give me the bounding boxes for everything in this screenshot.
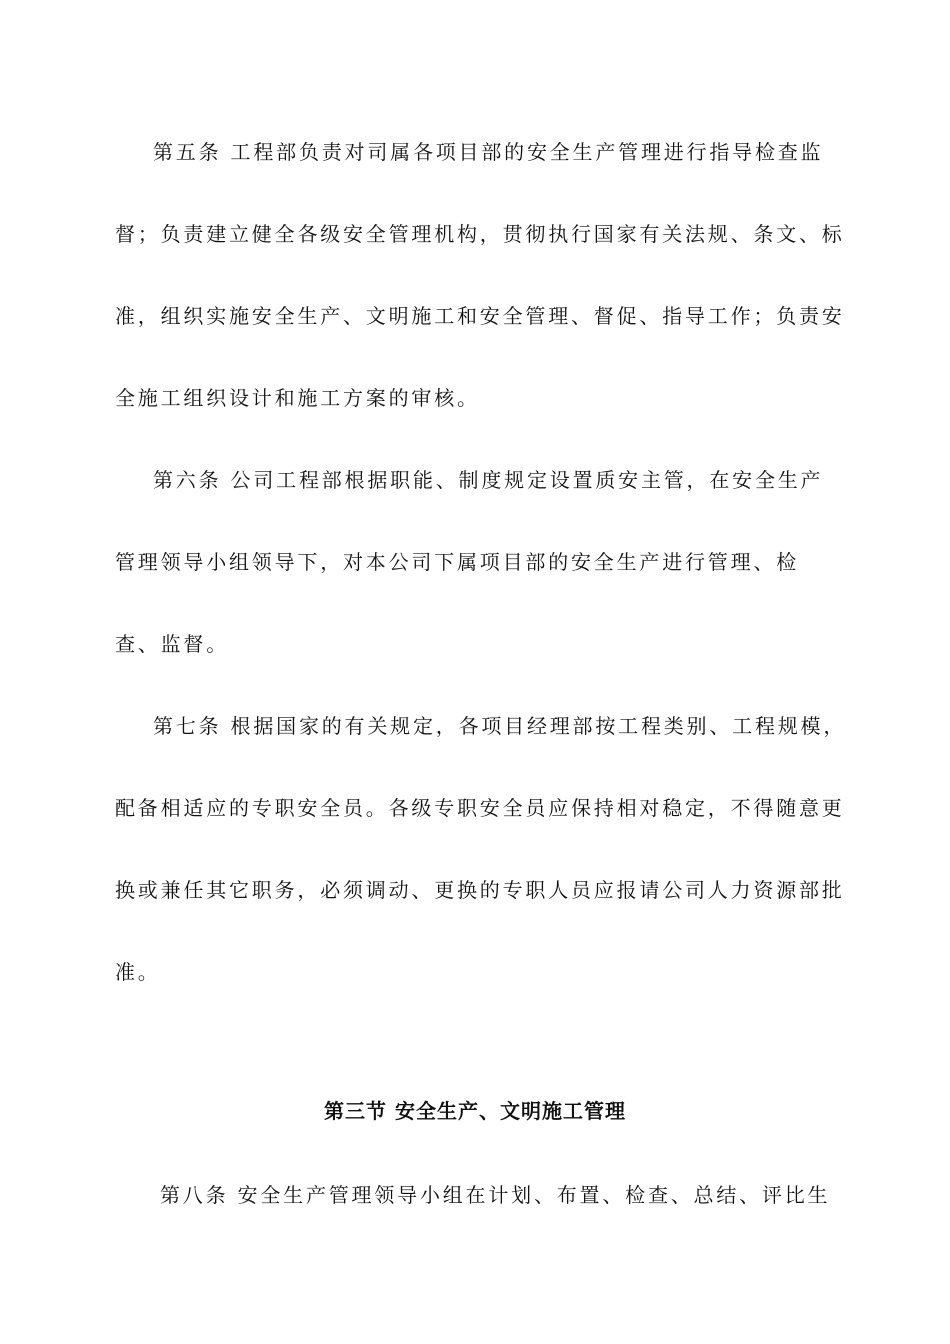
article7-line-4: 准。 xyxy=(115,960,161,984)
article7-line-1: 第七条 根据国家的有关规定，各项目经理部按工程类别、工程规模， xyxy=(153,714,847,738)
article5-line-3: 准，组织实施安全生产、文明施工和安全管理、督促、指导工作；负责安 xyxy=(115,304,845,328)
section-heading: 第三节 安全生产、文明施工管理 xyxy=(324,1099,626,1123)
article6-line-2: 管理领导小组领导下，对本公司下属项目部的安全生产进行管理、检 xyxy=(115,550,799,574)
article6-line-1: 第六条 公司工程部根据职能、制度规定设置质安主管，在安全生产 xyxy=(153,468,824,492)
article5-line-4: 全施工组织设计和施工方案的审核。 xyxy=(115,386,480,410)
article7-line-3: 换或兼任其它职务，必须调动、更换的专职人员应报请公司人力资源部批 xyxy=(115,878,845,902)
article6-line-3: 查、监督。 xyxy=(115,632,229,656)
article5-line-1: 第五条 工程部负责对司属各项目部的安全生产管理进行指导检查监 xyxy=(153,140,824,164)
article7-line-2: 配备相适应的专职安全员。各级专职安全员应保持相对稳定，不得随意更 xyxy=(115,796,845,820)
article8-line-1: 第八条 安全生产管理领导小组在计划、布置、检查、总结、评比生 xyxy=(160,1183,831,1207)
article5-line-2: 督；负责建立健全各级安全管理机构，贯彻执行国家有关法规、条文、标 xyxy=(115,222,845,246)
